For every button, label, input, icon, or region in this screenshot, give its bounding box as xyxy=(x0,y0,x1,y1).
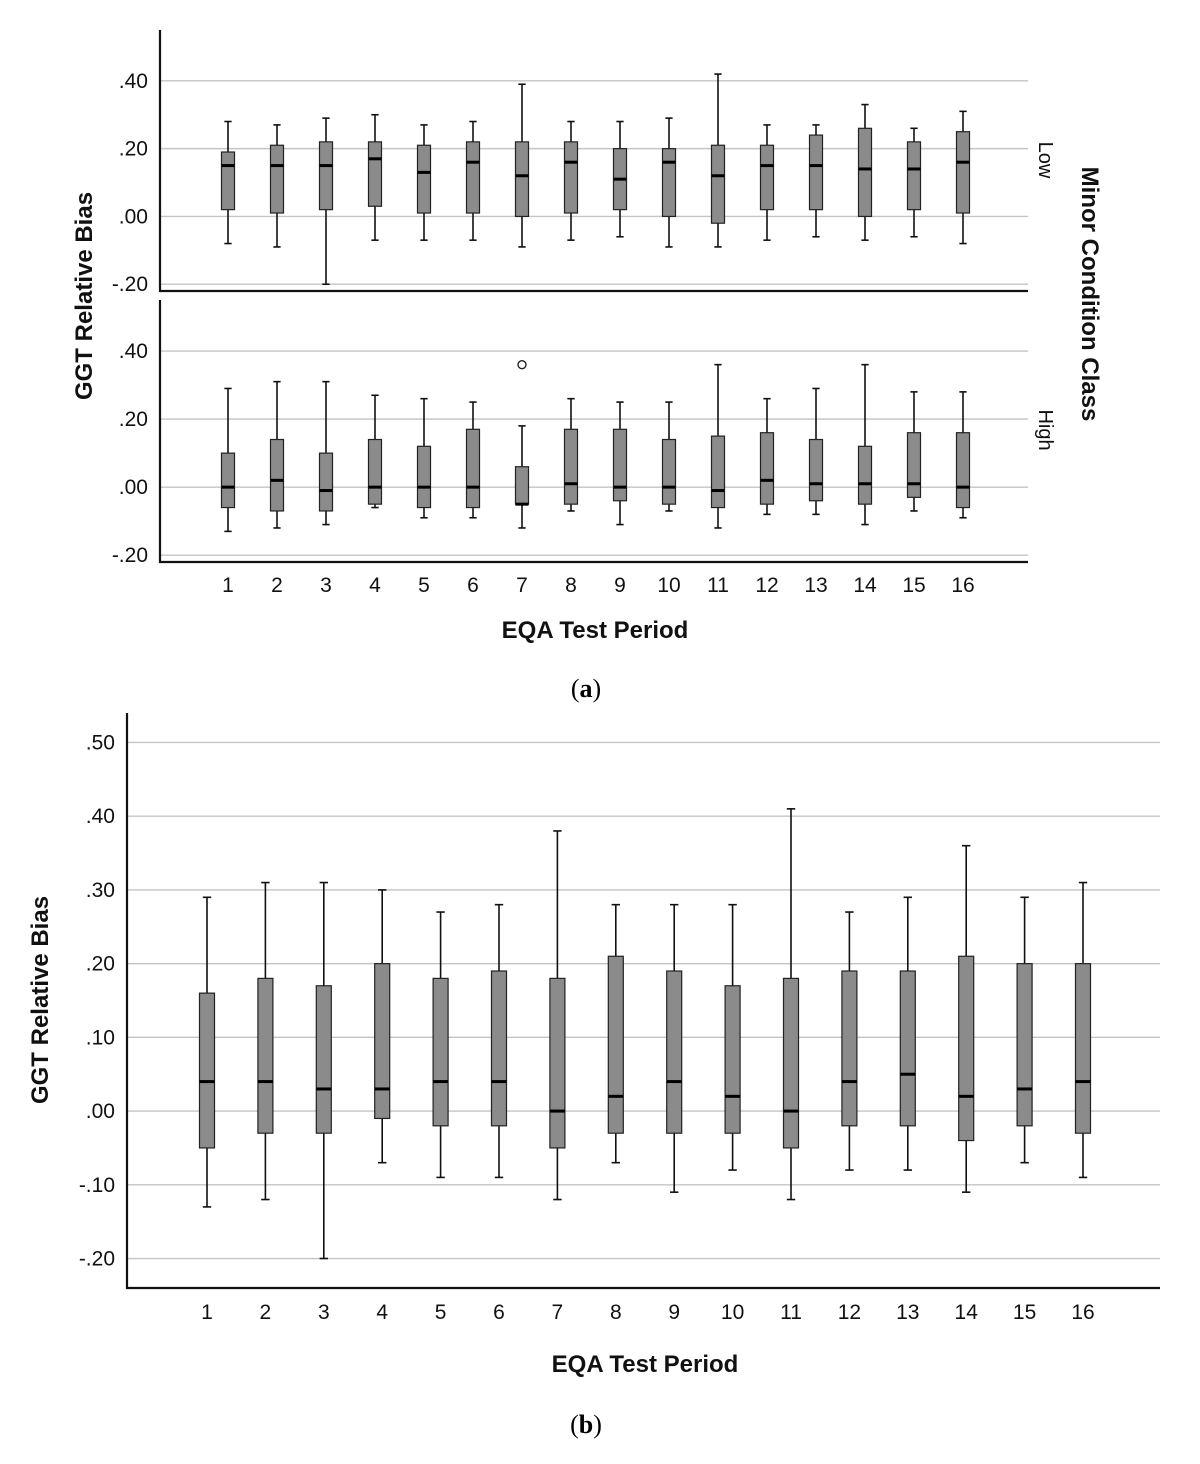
x-tick-label: 15 xyxy=(1012,1301,1037,1324)
box-3 xyxy=(320,382,333,525)
iqr-box xyxy=(565,142,578,213)
iqr-box xyxy=(859,446,872,504)
y-tick-label: .50 xyxy=(85,731,115,755)
box-4 xyxy=(375,890,390,1163)
x-tick-label: 1 xyxy=(222,574,234,597)
x-tick-label: 14 xyxy=(853,574,877,597)
x-tick-label: 7 xyxy=(551,1301,564,1324)
box-11 xyxy=(784,809,799,1200)
boxes xyxy=(222,361,970,532)
iqr-box xyxy=(492,971,507,1126)
x-tick-label: 7 xyxy=(516,574,528,597)
iqr-box xyxy=(761,433,774,504)
y-tick-label: .00 xyxy=(118,476,148,500)
box-14 xyxy=(959,846,974,1192)
box-8 xyxy=(565,122,578,241)
box-5 xyxy=(418,125,431,240)
box-2 xyxy=(271,125,284,247)
iqr-box xyxy=(320,142,333,210)
box-6 xyxy=(467,122,480,241)
x-tick-label: 5 xyxy=(434,1301,447,1324)
box-15 xyxy=(908,392,921,511)
iqr-box xyxy=(908,433,921,498)
iqr-box xyxy=(222,152,235,210)
iqr-box xyxy=(565,429,578,504)
facet-high-plot xyxy=(112,300,1028,567)
box-7 xyxy=(516,84,529,247)
iqr-box xyxy=(258,978,273,1133)
iqr-box xyxy=(957,433,970,508)
box-4 xyxy=(369,115,382,240)
caption-a: (a) xyxy=(570,674,602,703)
iqr-box xyxy=(957,132,970,213)
x-tick-label: 11 xyxy=(707,574,729,597)
box-16 xyxy=(957,392,970,518)
iqr-box xyxy=(200,993,215,1148)
iqr-box xyxy=(908,142,921,210)
x-tick-label: 9 xyxy=(614,574,626,597)
y-tick-label: -.10 xyxy=(78,1173,115,1197)
x-tick-label: 8 xyxy=(609,1301,622,1324)
box-11 xyxy=(712,74,725,247)
facet-label-low: Low xyxy=(1034,141,1056,179)
panel-a-chart xyxy=(71,30,1103,703)
x-tick-label: 12 xyxy=(837,1301,862,1324)
x-tick-labels xyxy=(222,574,975,597)
y-tick-label: .40 xyxy=(118,69,148,93)
iqr-box xyxy=(418,145,431,213)
iqr-box xyxy=(663,149,676,217)
box-3 xyxy=(316,883,331,1259)
box-9 xyxy=(614,402,627,524)
x-tick-label: 3 xyxy=(320,574,332,597)
boxes xyxy=(200,809,1091,1259)
box-14 xyxy=(859,365,872,525)
x-tick-label: 2 xyxy=(259,1301,272,1324)
x-tick-label: 14 xyxy=(954,1301,978,1324)
box-5 xyxy=(418,399,431,518)
iqr-box xyxy=(418,446,431,507)
box-9 xyxy=(614,122,627,237)
box-12 xyxy=(761,125,774,240)
box-7 xyxy=(516,426,529,528)
y-tick-label: .20 xyxy=(118,137,148,161)
caption-b: (b) xyxy=(570,1410,602,1439)
x-tick-labels xyxy=(201,1301,1095,1324)
box-13 xyxy=(810,125,823,237)
iqr-box xyxy=(842,971,857,1126)
iqr-box xyxy=(433,978,448,1125)
box-12 xyxy=(761,399,774,515)
y-tick-label: .20 xyxy=(85,952,115,976)
outlier-point xyxy=(518,361,526,369)
box-10 xyxy=(725,905,740,1170)
x-tick-label: 2 xyxy=(271,574,283,597)
y-tick-labels xyxy=(112,340,148,567)
plot-area xyxy=(79,713,1160,1288)
iqr-box xyxy=(810,135,823,210)
iqr-box xyxy=(725,986,740,1133)
box-1 xyxy=(222,388,235,531)
x-axis-title: EQA Test Period xyxy=(551,1351,739,1378)
y-tick-labels xyxy=(79,731,115,1270)
box-13 xyxy=(810,388,823,514)
y-tick-label: -.20 xyxy=(111,273,148,297)
x-tick-label: 8 xyxy=(565,574,577,597)
box-7 xyxy=(550,831,565,1200)
iqr-box xyxy=(614,429,627,500)
box-6 xyxy=(492,905,507,1178)
box-9 xyxy=(667,905,682,1192)
y-tick-label: .30 xyxy=(85,878,115,902)
x-tick-label: 12 xyxy=(755,574,779,597)
x-tick-label: 10 xyxy=(657,574,681,597)
iqr-box xyxy=(810,440,823,501)
gridlines xyxy=(160,351,1028,555)
x-tick-label: 4 xyxy=(369,574,381,597)
x-tick-label: 6 xyxy=(467,574,479,597)
facet-axis-title: Minor Condition Class xyxy=(1076,166,1103,422)
iqr-box xyxy=(712,145,725,223)
box-2 xyxy=(258,883,273,1200)
box-14 xyxy=(859,105,872,241)
plot-frame xyxy=(127,713,1160,1288)
iqr-box xyxy=(959,956,974,1140)
y-tick-label: -.20 xyxy=(111,544,148,568)
x-axis-title: EQA Test Period xyxy=(501,617,689,644)
x-tick-label: 16 xyxy=(951,574,975,597)
box-5 xyxy=(433,912,448,1177)
box-11 xyxy=(712,365,725,528)
y-tick-label: -.20 xyxy=(78,1247,115,1271)
iqr-box xyxy=(784,978,799,1148)
box-1 xyxy=(200,897,215,1207)
plot-frame xyxy=(160,30,1028,291)
box-12 xyxy=(842,912,857,1170)
x-tick-label: 16 xyxy=(1071,1301,1095,1324)
x-tick-label: 3 xyxy=(317,1301,330,1324)
iqr-box xyxy=(271,145,284,213)
y-tick-label: .20 xyxy=(118,408,148,432)
box-8 xyxy=(565,399,578,511)
iqr-box xyxy=(1076,964,1091,1134)
iqr-box xyxy=(369,142,382,206)
facet-low-plot xyxy=(112,30,1028,296)
iqr-box xyxy=(271,440,284,511)
iqr-box xyxy=(761,145,774,209)
facet-label-high: High xyxy=(1034,409,1056,451)
iqr-box xyxy=(900,971,915,1126)
box-10 xyxy=(663,118,676,247)
boxes xyxy=(222,74,970,284)
x-tick-label: 4 xyxy=(376,1301,389,1324)
x-tick-label: 5 xyxy=(418,574,430,597)
x-tick-label: 13 xyxy=(804,574,828,597)
y-tick-label: .00 xyxy=(85,1100,115,1124)
x-tick-label: 9 xyxy=(668,1301,681,1324)
y-tick-labels xyxy=(112,70,148,296)
iqr-box xyxy=(859,128,872,216)
box-3 xyxy=(320,118,333,284)
iqr-box xyxy=(467,142,480,213)
iqr-box xyxy=(369,440,382,505)
box-16 xyxy=(957,111,970,243)
iqr-box xyxy=(712,436,725,507)
x-tick-label: 15 xyxy=(902,574,926,597)
box-4 xyxy=(369,395,382,507)
iqr-box xyxy=(516,467,529,504)
y-axis-title: GGT Relative Bias xyxy=(71,191,98,401)
iqr-box xyxy=(550,978,565,1148)
box-2 xyxy=(271,382,284,528)
y-tick-label: .40 xyxy=(85,805,115,829)
iqr-box xyxy=(375,964,390,1119)
iqr-box xyxy=(222,453,235,507)
iqr-box xyxy=(663,440,676,505)
iqr-box xyxy=(516,142,529,217)
box-15 xyxy=(1017,897,1032,1162)
iqr-box xyxy=(608,956,623,1133)
x-tick-label: 11 xyxy=(780,1301,802,1324)
panel-b-chart xyxy=(27,713,1160,1439)
x-tick-label: 10 xyxy=(720,1301,745,1324)
x-tick-label: 6 xyxy=(493,1301,505,1324)
x-tick-label: 13 xyxy=(896,1301,920,1324)
gridlines xyxy=(160,81,1028,284)
box-8 xyxy=(608,905,623,1163)
iqr-box xyxy=(1017,964,1032,1126)
y-tick-label: .00 xyxy=(118,205,148,229)
box-15 xyxy=(908,128,921,236)
y-tick-label: .10 xyxy=(85,1026,115,1050)
iqr-box xyxy=(320,453,333,511)
box-13 xyxy=(900,897,915,1170)
x-tick-label: 1 xyxy=(201,1301,213,1324)
y-tick-label: .40 xyxy=(118,340,148,364)
plot-frame xyxy=(160,300,1028,562)
box-16 xyxy=(1076,883,1091,1178)
gridlines xyxy=(127,742,1160,1258)
y-axis-title: GGT Relative Bias xyxy=(27,895,54,1105)
iqr-box xyxy=(316,986,331,1133)
iqr-box xyxy=(667,971,682,1133)
iqr-box xyxy=(467,429,480,507)
box-1 xyxy=(222,122,235,244)
